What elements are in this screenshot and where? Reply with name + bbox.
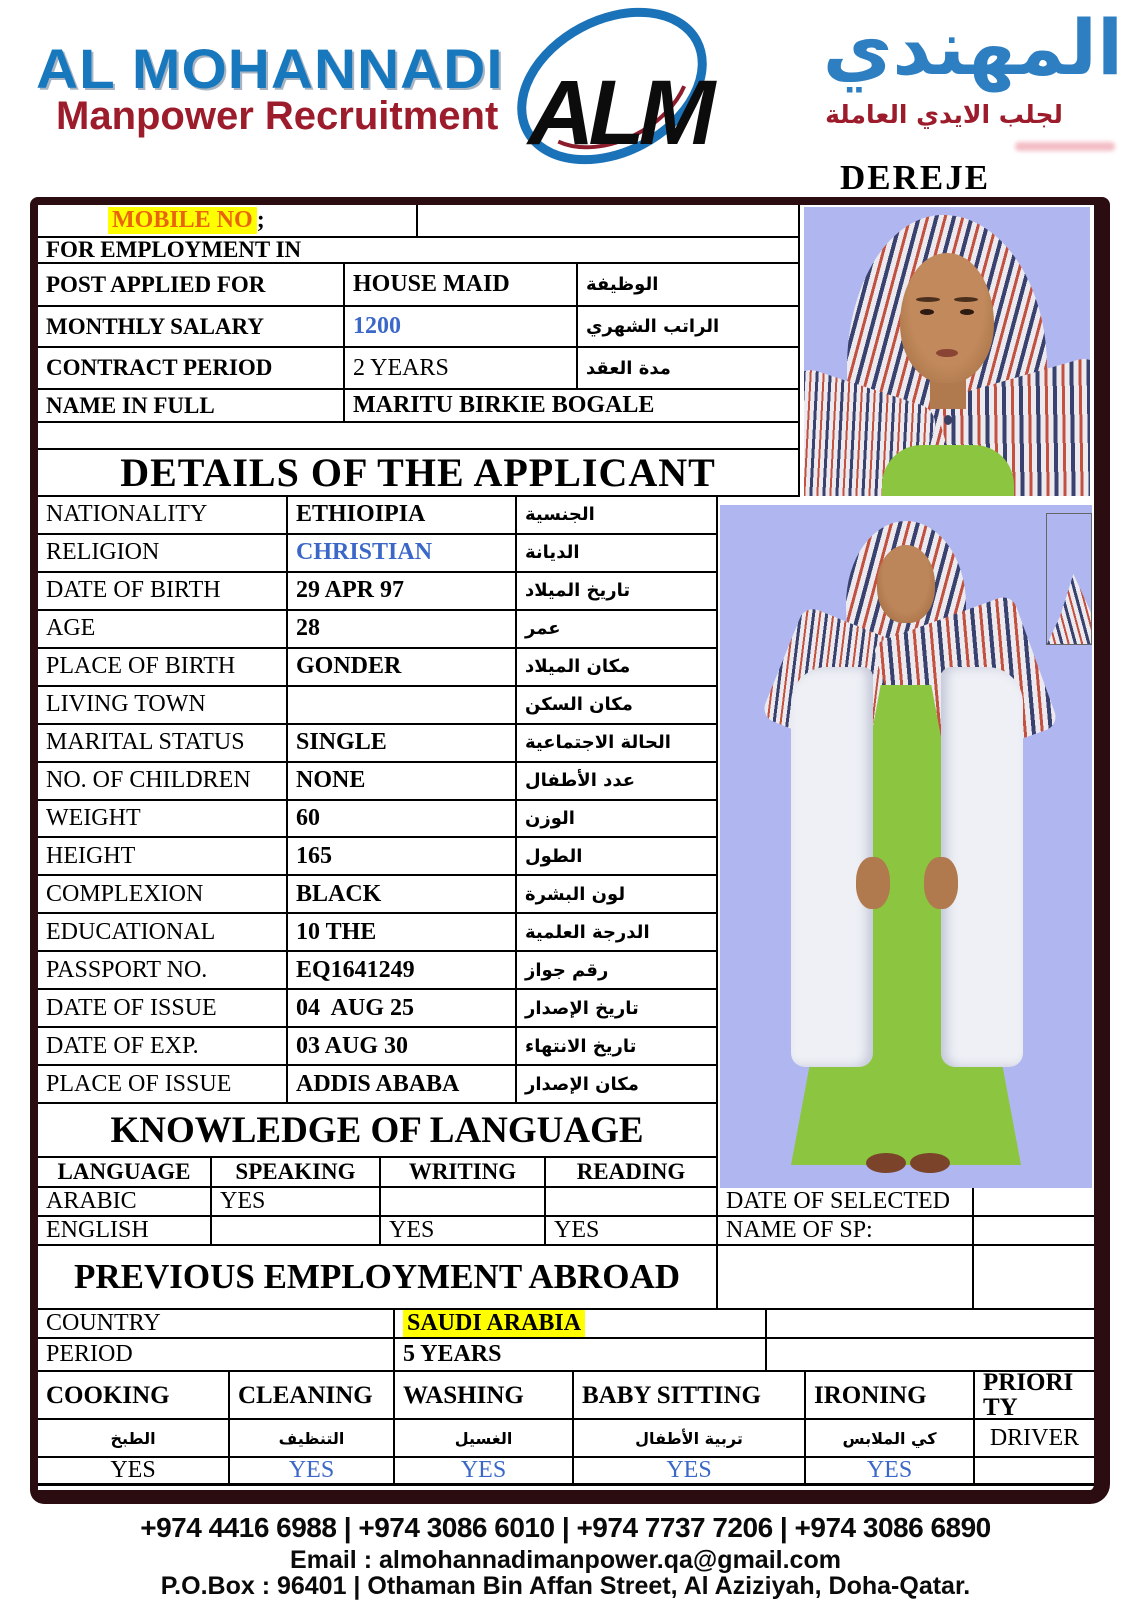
- language-section-title: KNOWLEDGE OF LANGUAGE: [38, 1104, 718, 1158]
- mobile-no-cell: [38, 205, 418, 236]
- detail-value: 165: [296, 842, 332, 869]
- table-row: [38, 423, 798, 450]
- detail-arabic: تاريخ الميلاد: [525, 580, 631, 602]
- detail-value: SINGLE: [296, 729, 387, 756]
- green-top: [882, 445, 1014, 496]
- previous-employment-title: PREVIOUS EMPLOYMENT ABROAD: [38, 1246, 718, 1310]
- brand-subtitle: Manpower Recruitment: [56, 94, 499, 138]
- skill-value: YES: [866, 1458, 913, 1483]
- applicant-fullbody-photo: [720, 505, 1092, 1188]
- language-row-arabic: [38, 1188, 718, 1217]
- empty-cell: [718, 1246, 974, 1308]
- detail-arabic: عمر: [525, 618, 561, 640]
- salary-arabic: الراتب الشهري: [586, 316, 720, 337]
- column-header: LANGUAGE: [57, 1159, 191, 1184]
- column-header: WRITING: [408, 1159, 517, 1184]
- details-table: [38, 497, 718, 1104]
- empty-right-cells: [718, 1246, 1094, 1310]
- agent-name: DEREJE: [840, 158, 991, 197]
- mobile-no-separator: ;: [256, 207, 265, 233]
- contract-value: 2 YEARS: [353, 354, 449, 381]
- detail-value: 29 APR 97: [296, 577, 404, 604]
- detail-value: NONE: [296, 767, 366, 794]
- detail-label: EDUCATIONAL: [46, 918, 216, 945]
- employment-in-label: FOR EMPLOYMENT IN: [46, 238, 302, 262]
- salary-label: MONTHLY SALARY: [46, 313, 264, 339]
- name-of-sp-row: [718, 1217, 1094, 1246]
- skills-yes-row: [38, 1458, 1094, 1486]
- detail-arabic: تاريخ الإصدار: [525, 997, 639, 1019]
- date-selected-label: DATE OF SELECTED: [726, 1188, 950, 1214]
- driver-label: DRIVER: [989, 1424, 1080, 1451]
- detail-label: DATE OF ISSUE: [46, 994, 217, 1021]
- detail-value: 04 AUG 25: [296, 994, 415, 1021]
- red-smudge-mark: [1015, 142, 1115, 151]
- skill-arabic: الغسيل: [395, 1420, 574, 1456]
- skill-value: YES: [460, 1458, 507, 1483]
- lips: [936, 349, 958, 357]
- skill-header: IRONING: [814, 1381, 927, 1409]
- sandal: [866, 1153, 906, 1173]
- date-selected-value-cell: [974, 1188, 1094, 1215]
- detail-label: WEIGHT: [46, 804, 141, 831]
- detail-arabic: الدرجة العلمية: [525, 921, 650, 943]
- skills-table: [38, 1372, 1094, 1486]
- brand-name: AL MOHANNADI: [36, 37, 504, 100]
- language-row-english: [38, 1217, 718, 1246]
- contract-label: CONTRACT PERIOD: [46, 355, 273, 380]
- detail-value: GONDER: [296, 653, 402, 680]
- detail-label: PLACE OF ISSUE: [46, 1070, 232, 1097]
- post-applied-value: HOUSE MAID: [353, 271, 510, 297]
- contract-arabic: مدة العقد: [586, 357, 671, 379]
- skill-arabic: الطبخ: [38, 1420, 230, 1456]
- hand: [924, 857, 958, 909]
- detail-value: 03 AUG 30: [296, 1032, 409, 1059]
- detail-label: MARITAL STATUS: [46, 729, 245, 756]
- alm-monogram-logo: [500, 6, 745, 171]
- date-selected-row: [718, 1188, 1094, 1217]
- skills-arabic-row: [38, 1420, 1094, 1458]
- language-header-row: [38, 1158, 718, 1188]
- brand-arabic-subtitle: لجلب الايدي العاملة: [825, 100, 1063, 129]
- detail-arabic: الوزن: [525, 807, 575, 829]
- detail-arabic: لون البشرة: [525, 883, 626, 905]
- detail-arabic: مكان الميلاد: [525, 656, 631, 678]
- detail-value: ADDIS ABABA: [296, 1070, 460, 1097]
- name-of-sp-label: NAME OF SP:: [726, 1217, 873, 1243]
- alm-monogram-text: ALM: [528, 62, 710, 164]
- skill-arabic: تربية الأطفال: [574, 1420, 806, 1456]
- fullname-label: NAME IN FULL: [46, 392, 215, 418]
- table-row: [38, 307, 798, 348]
- detail-label: HEIGHT: [46, 842, 136, 869]
- empty-cell: [38, 423, 798, 448]
- detail-value: BLACK: [296, 880, 382, 907]
- name-of-sp-value-cell: [974, 1217, 1094, 1244]
- skill-value: YES: [288, 1458, 335, 1483]
- sandal: [910, 1153, 950, 1173]
- detail-label: PASSPORT NO.: [46, 956, 208, 983]
- table-row: [38, 238, 798, 264]
- writing-value: YES: [389, 1217, 435, 1243]
- skill-arabic: التنظيف: [230, 1420, 395, 1456]
- detail-label: NO. OF CHILDREN: [46, 767, 251, 794]
- reading-value: YES: [554, 1217, 600, 1243]
- empty-cell: [767, 1339, 1094, 1370]
- mobile-no-value-cell: [418, 205, 798, 236]
- mobile-no-label: MOBILE NO: [108, 207, 257, 234]
- top-form-table: [38, 205, 800, 450]
- detail-arabic: عدد الأطفال: [525, 770, 636, 792]
- eyebrow: [954, 297, 978, 302]
- skill-header: CLEANING: [238, 1381, 373, 1409]
- footer-address: P.O.Box : 96401 | Othaman Bin Affan Street, Al Aziziyah, Doha-Qatar.: [160, 1572, 971, 1600]
- footer-email: Email : almohannadimanpower.qa@gmail.com: [290, 1546, 841, 1574]
- language-name: ENGLISH: [46, 1217, 149, 1243]
- detail-label: DATE OF EXP.: [46, 1032, 199, 1059]
- detail-arabic: الحالة الاجتماعية: [525, 732, 671, 754]
- detail-value: EQ1641249: [296, 956, 415, 983]
- details-section-title: DETAILS OF THE APPLICANT: [38, 450, 800, 497]
- detail-value: 60: [296, 804, 320, 831]
- detail-label: COMPLEXION: [46, 880, 204, 907]
- detail-value: 10 THE: [296, 918, 377, 945]
- skill-header: BABY SITTING: [582, 1381, 761, 1409]
- detail-value: 28: [296, 615, 320, 642]
- detail-arabic: مكان الإصدار: [525, 1073, 639, 1095]
- detail-label: AGE: [46, 615, 96, 642]
- table-row: [38, 390, 798, 423]
- detail-label: LIVING TOWN: [46, 691, 206, 718]
- face: [900, 253, 994, 383]
- detail-value: ETHIOIPIA: [296, 501, 426, 528]
- detail-arabic: رقم جواز: [525, 959, 609, 981]
- skill-value: YES: [110, 1458, 156, 1483]
- applicant-portrait-photo: [804, 207, 1090, 496]
- column-header: READING: [576, 1159, 686, 1184]
- empty-cell: [974, 1246, 1094, 1308]
- skill-header: WASHING: [403, 1381, 524, 1409]
- photo-inset-overlay: [1046, 513, 1092, 645]
- detail-arabic: الديانة: [525, 542, 580, 564]
- eye: [920, 309, 934, 315]
- period-label: PERIOD: [46, 1341, 133, 1367]
- salary-value: 1200: [353, 313, 401, 339]
- employment-in-cell: [38, 238, 798, 262]
- column-header: SPEAKING: [235, 1159, 356, 1184]
- speaking-value: YES: [220, 1188, 266, 1214]
- table-row: [38, 348, 798, 390]
- period-value: 5 YEARS: [403, 1341, 502, 1367]
- country-value: SAUDI ARABIA: [403, 1310, 585, 1337]
- detail-arabic: الطول: [525, 845, 583, 867]
- skill-header: PRIORI TY: [983, 1372, 1074, 1418]
- eyebrow: [916, 297, 940, 302]
- necklace-pendant: [944, 415, 952, 425]
- post-applied-label: POST APPLIED FOR: [46, 271, 266, 297]
- detail-arabic: تاريخ الانتهاء: [525, 1035, 637, 1057]
- inset-scarf-corner: [1047, 574, 1091, 644]
- country-label: COUNTRY: [46, 1310, 161, 1336]
- skill-header: COOKING: [46, 1381, 170, 1409]
- eye: [960, 309, 974, 315]
- face: [877, 545, 935, 623]
- detail-value: CHRISTIAN: [296, 539, 433, 566]
- detail-arabic: مكان السكن: [525, 694, 633, 716]
- post-applied-arabic: الوظيفة: [586, 274, 659, 295]
- period-row: [38, 1339, 1094, 1372]
- detail-label: PLACE OF BIRTH: [46, 653, 236, 680]
- skill-arabic: كي الملابس: [806, 1420, 975, 1456]
- detail-arabic: الجنسية: [525, 504, 595, 526]
- alm-logo-swoosh-icon: [500, 6, 745, 171]
- empty-cell: [767, 1310, 1094, 1337]
- skills-header-row: [38, 1372, 1094, 1420]
- fullname-value: MARITU BIRKIE BOGALE: [353, 392, 655, 418]
- detail-label: RELIGION: [46, 539, 160, 566]
- table-row: [38, 264, 798, 307]
- table-row: [38, 205, 798, 238]
- skill-value: YES: [666, 1458, 712, 1483]
- detail-label: NATIONALITY: [46, 501, 208, 528]
- country-row: [38, 1310, 1094, 1339]
- hand: [856, 857, 890, 909]
- language-name: ARABIC: [46, 1188, 137, 1214]
- brand-arabic: المهندي: [822, 3, 1123, 92]
- footer-phone-numbers: +974 4416 6988 | +974 3086 6010 | +974 7737 7206 | +974 3086 6890: [140, 1512, 991, 1543]
- detail-label: DATE OF BIRTH: [46, 577, 221, 604]
